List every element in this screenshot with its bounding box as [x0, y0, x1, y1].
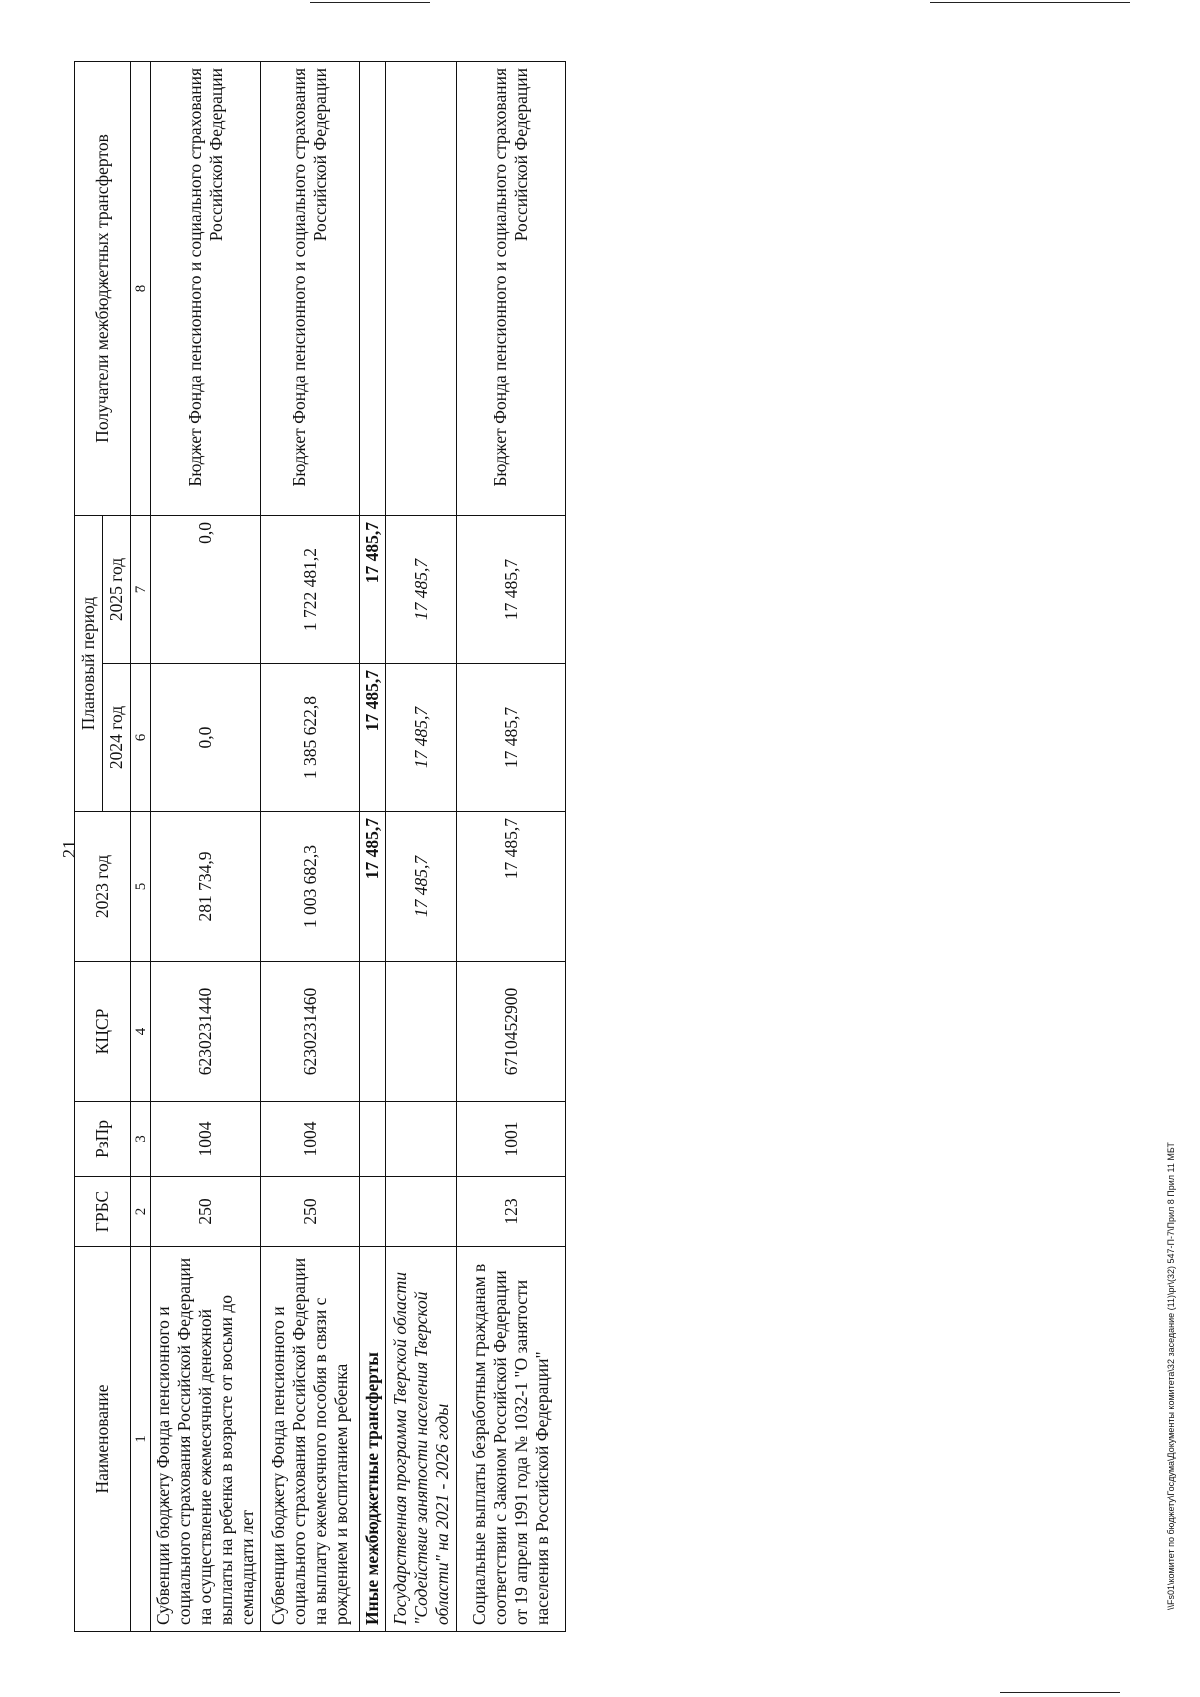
row-kcsr: [360, 962, 386, 1102]
header-kcsr: КЦСР: [75, 962, 131, 1102]
row-recipient: [386, 61, 457, 515]
row-kcsr: 6230231460: [261, 962, 360, 1102]
table-row: [457, 61, 566, 1631]
row-2025: 17 485,7: [457, 515, 566, 663]
table-row: [261, 61, 360, 1631]
row-grbs: 123: [457, 1177, 566, 1247]
row-2023: 17 485,7: [457, 812, 566, 962]
header-2023: 2023 год: [75, 812, 131, 962]
header-rzpr: РзПр: [75, 1102, 131, 1177]
header-2025: 2025 год: [103, 515, 131, 663]
row-recipient: Бюджет Фонда пенсионного и социального страхования Российской Федерации: [261, 61, 360, 515]
header-plan-period: Плановый период: [75, 515, 103, 811]
row-name: Государственная программа Тверской области "Содействие занятости населения Тверской области" на 2021 - 2026 годы: [386, 1247, 457, 1632]
header-2024: 2024 год: [103, 664, 131, 812]
row-kcsr: [386, 962, 457, 1102]
row-kcsr: 6230231440: [150, 962, 261, 1102]
col-number: 5: [131, 812, 150, 962]
row-2023: 17 485,7: [360, 812, 386, 962]
page-number: 21: [59, 840, 79, 858]
file-path-footer: \\Fs01\комитет по бюджету\Госдума\Документы комитета\32 заседание (11)\pr\(32) 547-П-7\Прил 8 Прил 11 МБТ: [1166, 1142, 1176, 1610]
row-rzpr: 1004: [261, 1102, 360, 1177]
rotated-table-container: [74, 62, 566, 1632]
row-grbs: 250: [261, 1177, 360, 1247]
row-2024: 17 485,7: [457, 664, 566, 812]
row-recipient: Бюджет Фонда пенсионного и социального страхования Российской Федерации: [150, 61, 261, 515]
row-2023: 281 734,9: [150, 812, 261, 962]
table-row: [386, 61, 457, 1631]
scan-edge-line-bottom: [1000, 1692, 1120, 1693]
row-grbs: [386, 1177, 457, 1247]
col-number: 1: [131, 1247, 150, 1632]
row-name: Иные межбюджетные трансферты: [360, 1247, 386, 1632]
col-number: 2: [131, 1177, 150, 1247]
row-2024: 1 385 622,8: [261, 664, 360, 812]
row-rzpr: 1004: [150, 1102, 261, 1177]
row-2025: 17 485,7: [360, 515, 386, 663]
header-recipients: Получатели межбюджетных трансфертов: [75, 61, 131, 515]
row-name: Субвенции бюджету Фонда пенсионного и социального страхования Российской Федерации на выплату ежемесячного пособия в связи с рождением и воспитанием ребенка: [261, 1247, 360, 1632]
col-number: 6: [131, 664, 150, 812]
row-rzpr: 1001: [457, 1102, 566, 1177]
row-2025: 17 485,7: [386, 515, 457, 663]
col-number: 3: [131, 1102, 150, 1177]
row-2024: 0,0: [150, 664, 261, 812]
row-2023: 17 485,7: [386, 812, 457, 962]
col-number: 7: [131, 515, 150, 663]
row-name: Субвенции бюджету Фонда пенсионного и социального страхования Российской Федерации на осуществление ежемесячной денежной выплаты на ребенка в возрасте от восьми до семнадцати лет: [150, 1247, 261, 1632]
row-kcsr: 6710452900: [457, 962, 566, 1102]
header-grbs: ГРБС: [75, 1177, 131, 1247]
row-2025: 0,0: [150, 515, 261, 663]
row-grbs: [360, 1177, 386, 1247]
scan-edge-line-top-right: [930, 2, 1130, 3]
col-number: 8: [131, 61, 150, 515]
row-rzpr: [360, 1102, 386, 1177]
interbudget-transfers-table: [74, 61, 566, 1632]
row-2025: 1 722 481,2: [261, 515, 360, 663]
row-grbs: 250: [150, 1177, 261, 1247]
col-number: 4: [131, 962, 150, 1102]
row-rzpr: [386, 1102, 457, 1177]
row-2023: 1 003 682,3: [261, 812, 360, 962]
row-recipient: Бюджет Фонда пенсионного и социального страхования Российской Федерации: [457, 61, 566, 515]
row-2024: 17 485,7: [386, 664, 457, 812]
row-name: Социальные выплаты безработным гражданам в соответствии с Законом Российской Федерации от 19 апреля 1991 года № 1032-1 "О занятости населения в Российской Федерации": [457, 1247, 566, 1632]
table-row: [360, 61, 386, 1631]
table-row: [150, 61, 261, 1631]
header-name: Наименование: [75, 1247, 131, 1632]
scan-edge-line-top: [310, 2, 430, 3]
row-recipient: [360, 61, 386, 515]
row-2024: 17 485,7: [360, 664, 386, 812]
